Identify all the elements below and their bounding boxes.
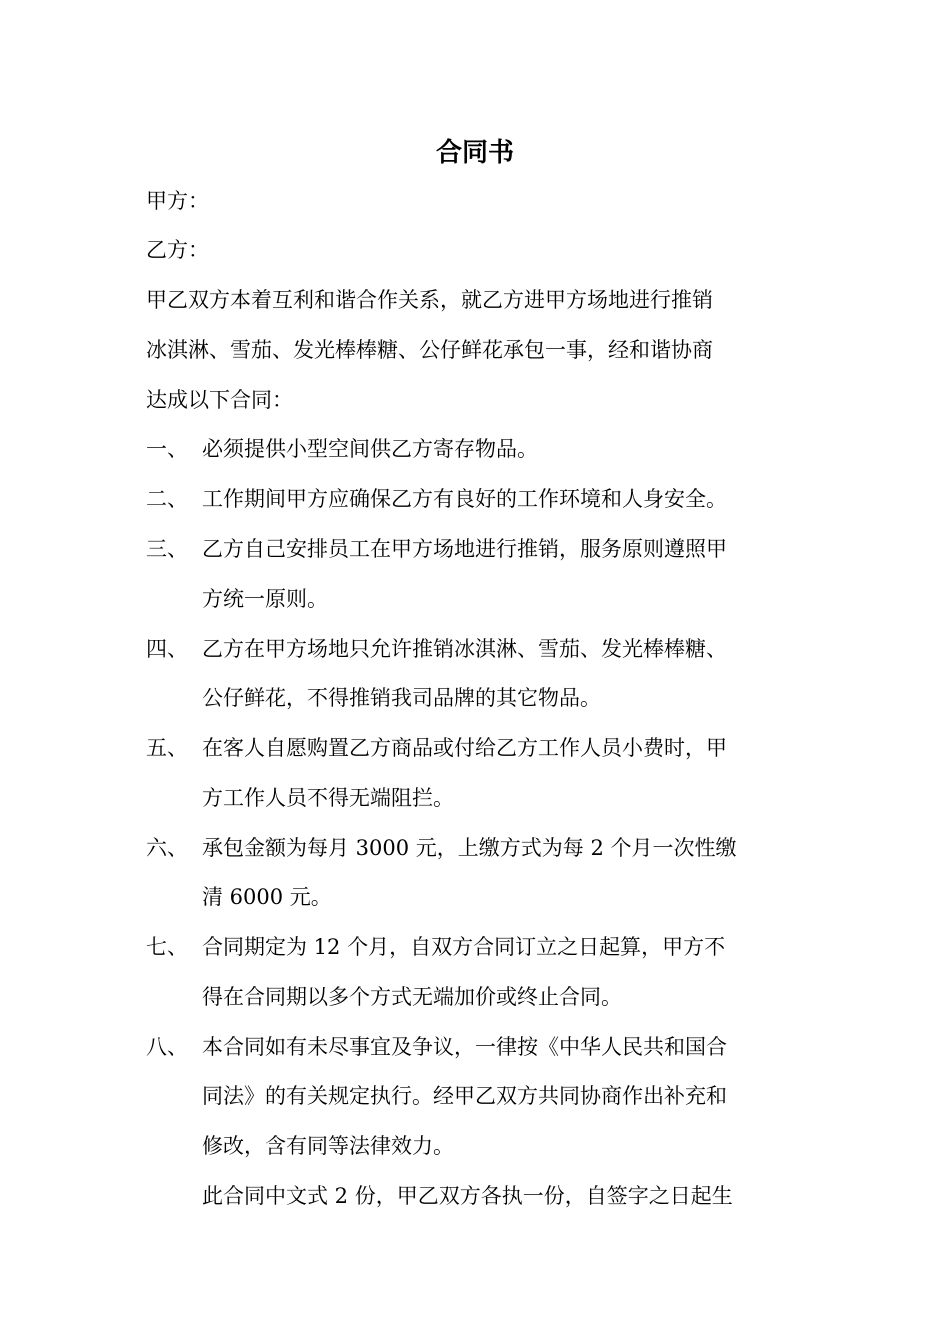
clause-text: 同法》的有关规定执行。经甲乙双方共同协商作出补充和 [202,1084,727,1108]
clause-text: 方统一原则。 [202,587,328,611]
clause-number: 八、 [146,1035,188,1059]
clause-text: 得在合同期以多个方式无端加价或终止合同。 [202,985,622,1009]
page-title: 合同书 [435,138,514,168]
clause-number: 五、 [146,736,188,760]
clause-number: 一、 [146,437,188,461]
clause-text: 乙方自己安排员工在甲方场地进行推销，服务原则遵照甲 [202,537,727,561]
clause-number: 六、 [146,836,188,860]
intro-line: 甲乙双方本着互利和谐合作关系，就乙方进甲方场地进行推销 [146,288,713,312]
closing-text: 此合同中文式 2 份，甲乙双方各执一份，自签字之日起生 [202,1184,733,1208]
clause-number: 二、 [146,487,188,511]
clause-text: 清 6000 元。 [202,885,332,909]
clause-text: 方工作人员不得无端阻拦。 [202,786,454,810]
intro-line: 冰淇淋、雪茄、发光棒棒糖、公仔鲜花承包一事，经和谐协商 [146,338,713,362]
clause-text: 在客人自愿购置乙方商品或付给乙方工作人员小费时，甲 [202,736,727,760]
clause-number: 四、 [146,637,188,661]
party-a-label: 甲方： [146,189,209,213]
clause-text: 工作期间甲方应确保乙方有良好的工作环境和人身安全。 [202,487,727,511]
clause-text: 公仔鲜花，不得推销我司品牌的其它物品。 [202,686,601,710]
clause-text: 本合同如有未尽事宜及争议，一律按《中华人民共和国合 [202,1035,727,1059]
clause-number: 三、 [146,537,188,561]
clause-text: 乙方在甲方场地只允许推销冰淇淋、雪茄、发光棒棒糖、 [202,637,727,661]
clause-text: 承包金额为每月 3000 元，上缴方式为每 2 个月一次性缴 [202,836,737,860]
party-b-label: 乙方： [146,238,209,262]
clause-text: 修改，含有同等法律效力。 [202,1134,454,1158]
clause-number: 七、 [146,935,188,959]
clause-text: 合同期定为 12 个月，自双方合同订立之日起算，甲方不 [202,935,726,959]
clause-text: 必须提供小型空间供乙方寄存物品。 [202,437,538,461]
intro-line: 达成以下合同： [146,388,293,412]
